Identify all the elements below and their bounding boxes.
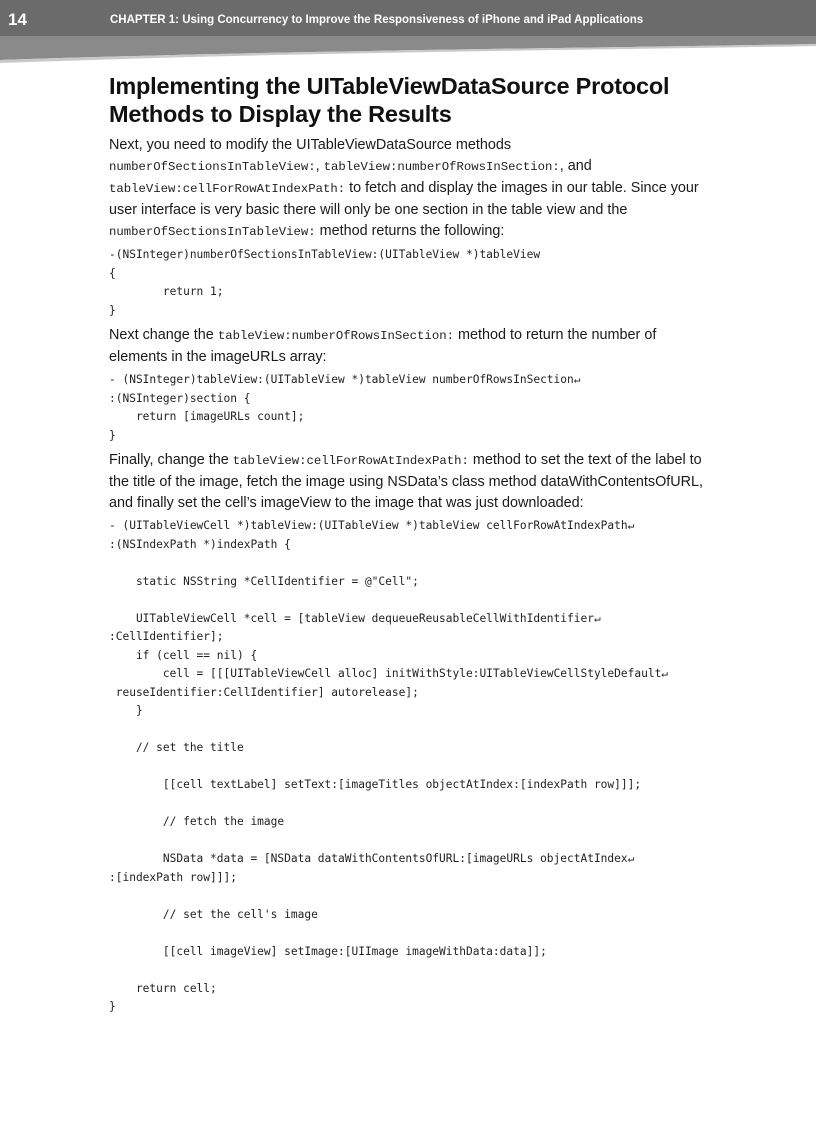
section-title-line1: Implementing the UITableViewDataSource Protocol (109, 73, 670, 99)
code-block-cell: - (UITableViewCell *)tableView:(UITableView *)tableView cellForRowAtIndexPath↵ :(NSIndexPath *)indexPath { static NSString *CellIdentifier = @"Cell"; UITableViewCell *cell = [tableView dequeueReusableCellWithIdentifier↵ :CellIdentifier]; if (cell == nil) { cell = [[[UITableViewCell alloc] initWithStyle:UITableViewCellStyleDefault↵ reuseIdentifier:CellIdentifier] autorelease]; } // set the title [[cell textLabel] setText:[imageTitles objectAtIndex:[indexPath row]]]; // fetch the image NSData *data = [NSData dataWithContentsOfURL:[imageURLs objectAtIndex↵ :[indexPath row]]]; // set the cell's image [[cell imageView] setImage:[UIImage imageWithData:data]]; return cell; } (109, 519, 669, 1013)
section-title (109, 72, 709, 128)
paragraph-rows (109, 325, 709, 368)
paragraph-intro (109, 135, 709, 243)
inline-code: numberOfSectionsInTableView: (109, 225, 316, 239)
paragraph-text: method returns the following: (315, 223, 505, 239)
paragraph-text: method to set the text of the label to the title of the image, fetch the image using NSData’s class method dataWithContentsOfURL, and finally set the cell’s imageView to the image that was just downloaded: (109, 452, 704, 511)
inline-code: tableView:numberOfRowsInSection: (217, 329, 454, 343)
paragraph-cell (109, 450, 709, 514)
inline-code: tableView:numberOfRowsInSection: (323, 160, 560, 174)
paragraph-text: , and (559, 158, 592, 174)
inline-code: numberOfSectionsInTableView: (109, 160, 316, 174)
paragraph-text: method to return the number of elements in the imageURLs array: (109, 327, 657, 365)
inline-code: tableView:cellForRowAtIndexPath: (232, 454, 469, 468)
paragraph-text: to fetch and display the images in our table. Since your user interface is very basic there will only be one section in the table view and the (109, 180, 699, 218)
header-swoosh-decoration (0, 36, 816, 66)
chapter-running-head: CHAPTER 1: Using Concurrency to Improve the Responsiveness of iPhone and iPad Applications (110, 14, 644, 26)
paragraph-text: Next, you need to modify the UITableViewDataSource methods (109, 137, 512, 153)
section-title-line2: Methods to Display the Results (109, 101, 452, 127)
paragraph-text: , (315, 158, 324, 174)
code-block-rows: - (NSInteger)tableView:(UITableView *)tableView numberOfRowsInSection↵ :(NSInteger)section { return [imageURLs count]; } (109, 373, 581, 442)
page-number: 14 (8, 10, 27, 29)
paragraph-text: Finally, change the (109, 452, 233, 468)
inline-code: tableView:cellForRowAtIndexPath: (109, 182, 346, 196)
paragraph-text: Next change the (109, 327, 218, 343)
page-content (109, 72, 709, 1017)
code-block-sections: -(NSInteger)numberOfSectionsInTableView:(UITableView *)tableView { return 1; } (109, 248, 541, 317)
